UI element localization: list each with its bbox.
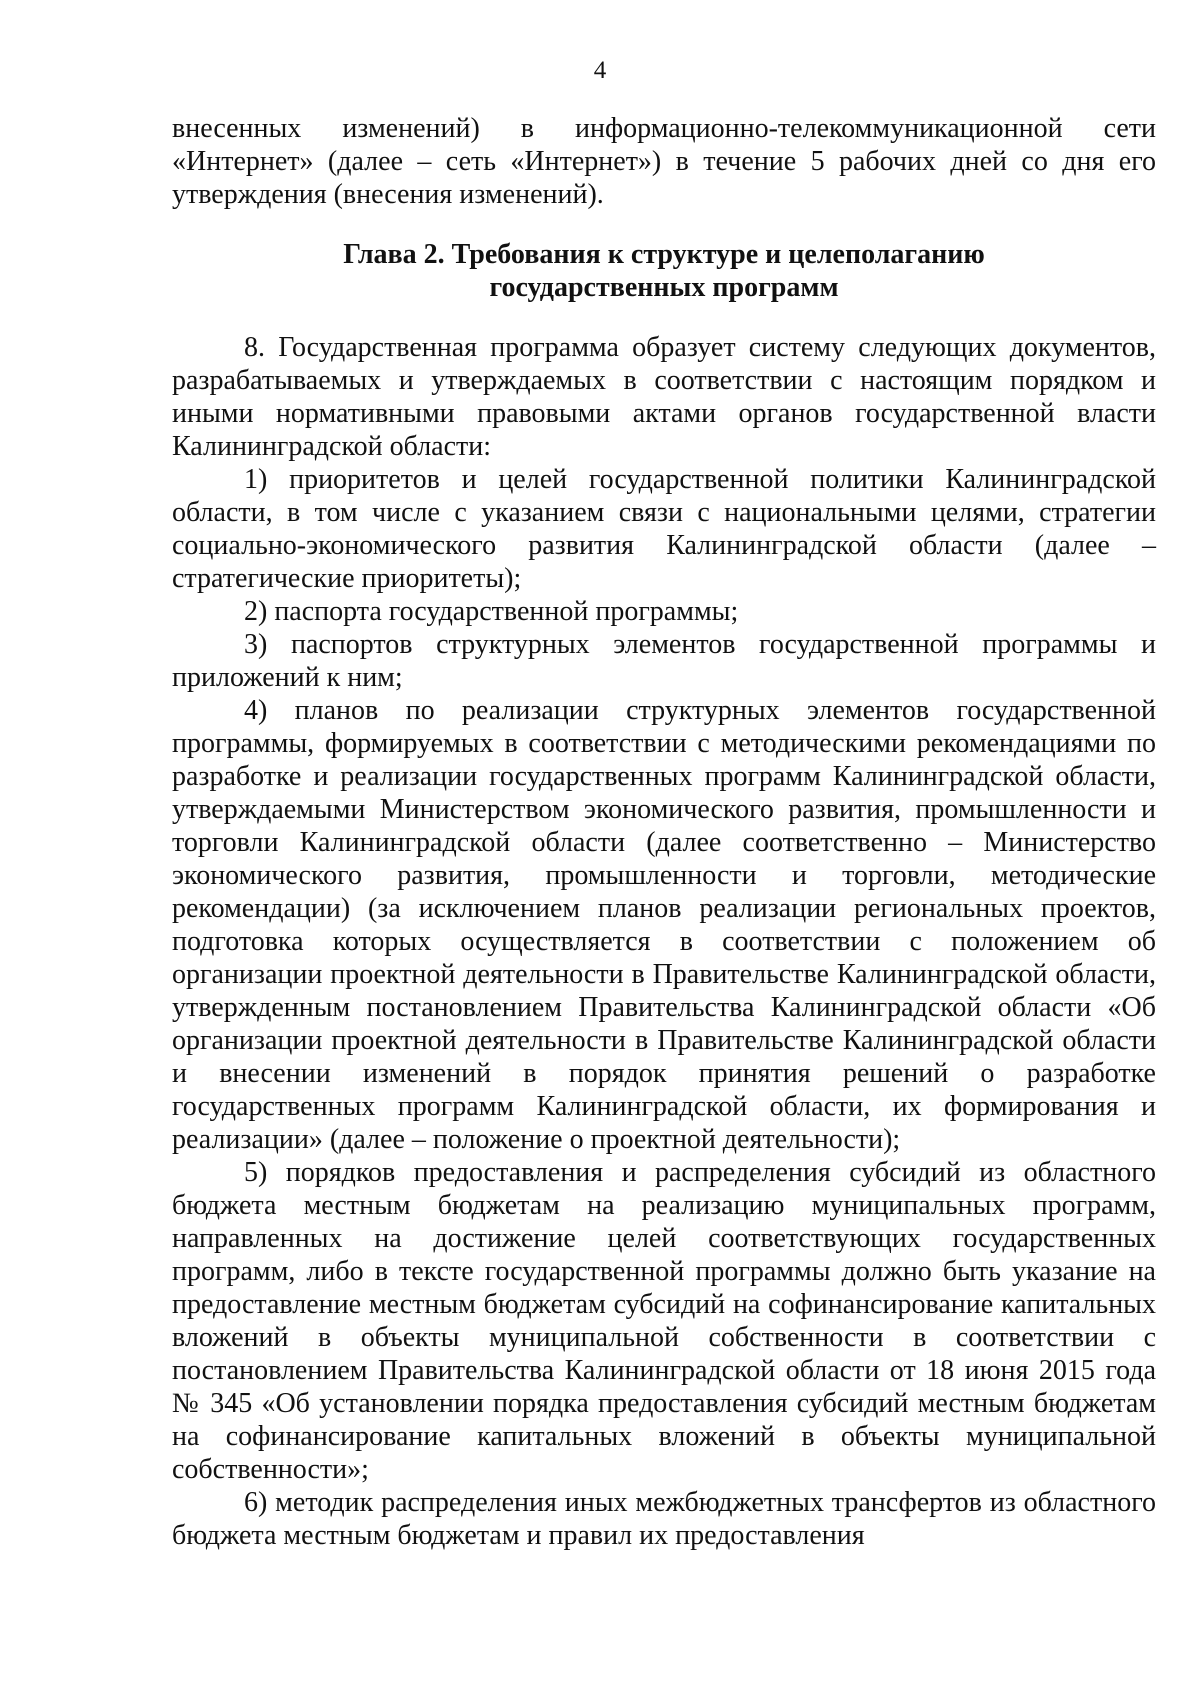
chapter-heading bbox=[172, 238, 1156, 304]
list-item-3: 3) паспортов структурных элементов государственной программы и приложений к ним; bbox=[172, 629, 1156, 693]
list-item-4: 4) планов по реализации структурных элементов государственной программы, формируемых в соответствии с методическими рекомендациями по разработке и реализации государственных программ Калининградской области, утверждаемыми Министерством экономического развития, промышленности и торговли Калининградской области (далее соответственно – Министерство экономического развития, промышленности и торговли, методические рекомендации) (за исключением планов реализации региональных проектов, подготовка которых осуществляется в соответствии с положением об организации проектной деятельности в Правительстве Калининградской области, утвержденным постановлением Правительства Калининградской области «Об организации проектной деятельности в Правительстве Калининградской области и внесении изменений в порядок принятия решений о разработке государственных программ Калининградской области, их формирования и реализации» (далее – положение о проектной деятельности); bbox=[172, 695, 1156, 1155]
intro-paragraph: внесенных изменений) в информационно-телекоммуникационной сети «Интернет» (далее – сеть «Интернет») в течение 5 рабочих дней со дня его утверждения (внесения изменений). bbox=[172, 113, 1156, 210]
chapter-heading-line-2: государственных программ bbox=[489, 272, 839, 303]
list-item-2: 2) паспорта государственной программы; bbox=[244, 596, 739, 627]
page-number: 4 bbox=[593, 57, 607, 84]
list-item-5: 5) порядков предоставления и распределения субсидий из областного бюджета местным бюджетам на реализацию муниципальных программ, направленных на достижение целей соответствующих государственных программ, либо в тексте государственной программы должно быть указание на предоставление местным бюджетам субсидий на софинансирование капитальных вложений в объекты муниципальной собственности в соответствии с постановлением Правительства Калининградской области от 18 июня 2015 года № 345 «Об установлении порядка предоставления субсидий местным бюджетам на софинансирование капитальных вложений в объекты муниципальной собственности»; bbox=[172, 1157, 1156, 1485]
chapter-heading-line-1: Глава 2. Требования к структуре и целеполаганию bbox=[343, 239, 985, 270]
paragraph-8: 8. Государственная программа образует систему следующих документов, разрабатываемых и утверждаемых в соответствии с настоящим порядком и иными нормативными правовыми актами органов государственной власти Калининградской области: bbox=[172, 332, 1156, 462]
list-item-6: 6) методик распределения иных межбюджетных трансфертов из областного бюджета местным бюджетам и правил их предоставления bbox=[172, 1487, 1156, 1551]
list-item-1: 1) приоритетов и целей государственной политики Калининградской области, в том числе с указанием связи с национальными целями, стратегии социально-экономического развития Калининградской области (далее – стратегические приоритеты); bbox=[172, 464, 1156, 594]
document-body bbox=[172, 112, 1156, 1552]
